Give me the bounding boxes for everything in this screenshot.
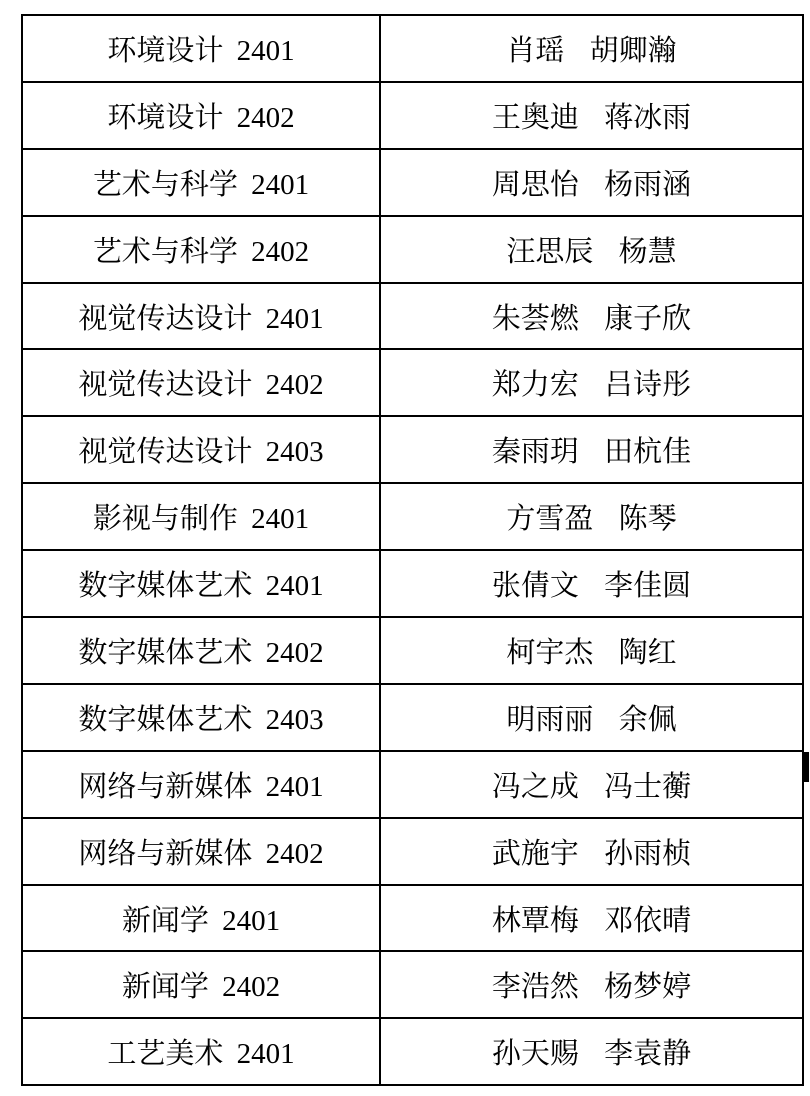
table-row bbox=[22, 15, 803, 82]
table-row bbox=[22, 885, 803, 952]
text-cursor-artifact bbox=[803, 752, 809, 782]
table-row bbox=[22, 550, 803, 617]
class-cell[interactable]: 影视与制作 2401 bbox=[22, 483, 380, 550]
table-row bbox=[22, 684, 803, 751]
table-row bbox=[22, 149, 803, 216]
class-cell[interactable]: 数字媒体艺术 2402 bbox=[22, 617, 380, 684]
class-cell[interactable]: 工艺美术 2401 bbox=[22, 1018, 380, 1085]
class-cell[interactable]: 网络与新媒体 2402 bbox=[22, 818, 380, 885]
leaders-cell[interactable]: 冯之成 冯士蘅 bbox=[380, 751, 803, 818]
leaders-cell[interactable]: 孙天赐 李袁静 bbox=[380, 1018, 803, 1085]
table-row bbox=[22, 283, 803, 350]
class-cell[interactable]: 环境设计 2402 bbox=[22, 82, 380, 149]
table-row bbox=[22, 82, 803, 149]
leaders-cell[interactable]: 汪思辰 杨慧 bbox=[380, 216, 803, 283]
table-row bbox=[22, 617, 803, 684]
leaders-cell[interactable]: 郑力宏 吕诗彤 bbox=[380, 349, 803, 416]
class-cell[interactable]: 新闻学 2401 bbox=[22, 885, 380, 952]
class-cell[interactable]: 艺术与科学 2401 bbox=[22, 149, 380, 216]
leaders-cell[interactable]: 秦雨玥 田杭佳 bbox=[380, 416, 803, 483]
class-cell[interactable]: 视觉传达设计 2402 bbox=[22, 349, 380, 416]
leaders-cell[interactable]: 柯宇杰 陶红 bbox=[380, 617, 803, 684]
class-cell[interactable]: 数字媒体艺术 2401 bbox=[22, 550, 380, 617]
class-cell[interactable]: 艺术与科学 2402 bbox=[22, 216, 380, 283]
class-cell[interactable]: 视觉传达设计 2401 bbox=[22, 283, 380, 350]
class-cell[interactable]: 环境设计 2401 bbox=[22, 15, 380, 82]
table-row bbox=[22, 483, 803, 550]
leaders-cell[interactable]: 方雪盈 陈琴 bbox=[380, 483, 803, 550]
class-cell[interactable]: 视觉传达设计 2403 bbox=[22, 416, 380, 483]
roster-table bbox=[21, 14, 804, 1086]
leaders-cell[interactable]: 朱荟燃 康子欣 bbox=[380, 283, 803, 350]
class-cell[interactable]: 新闻学 2402 bbox=[22, 951, 380, 1018]
leaders-cell[interactable]: 武施宇 孙雨桢 bbox=[380, 818, 803, 885]
table-row bbox=[22, 951, 803, 1018]
table-row bbox=[22, 818, 803, 885]
leaders-cell[interactable]: 张倩文 李佳圆 bbox=[380, 550, 803, 617]
table-row bbox=[22, 1018, 803, 1085]
leaders-cell[interactable]: 明雨丽 余佩 bbox=[380, 684, 803, 751]
leaders-cell[interactable]: 王奥迪 蒋冰雨 bbox=[380, 82, 803, 149]
table-row bbox=[22, 416, 803, 483]
leaders-cell[interactable]: 周思怡 杨雨涵 bbox=[380, 149, 803, 216]
class-cell[interactable]: 网络与新媒体 2401 bbox=[22, 751, 380, 818]
table-row bbox=[22, 349, 803, 416]
leaders-cell[interactable]: 李浩然 杨梦婷 bbox=[380, 951, 803, 1018]
table-row bbox=[22, 216, 803, 283]
table-row bbox=[22, 751, 803, 818]
leaders-cell[interactable]: 林覃梅 邓依晴 bbox=[380, 885, 803, 952]
class-cell[interactable]: 数字媒体艺术 2403 bbox=[22, 684, 380, 751]
leaders-cell[interactable]: 肖瑶 胡卿瀚 bbox=[380, 15, 803, 82]
